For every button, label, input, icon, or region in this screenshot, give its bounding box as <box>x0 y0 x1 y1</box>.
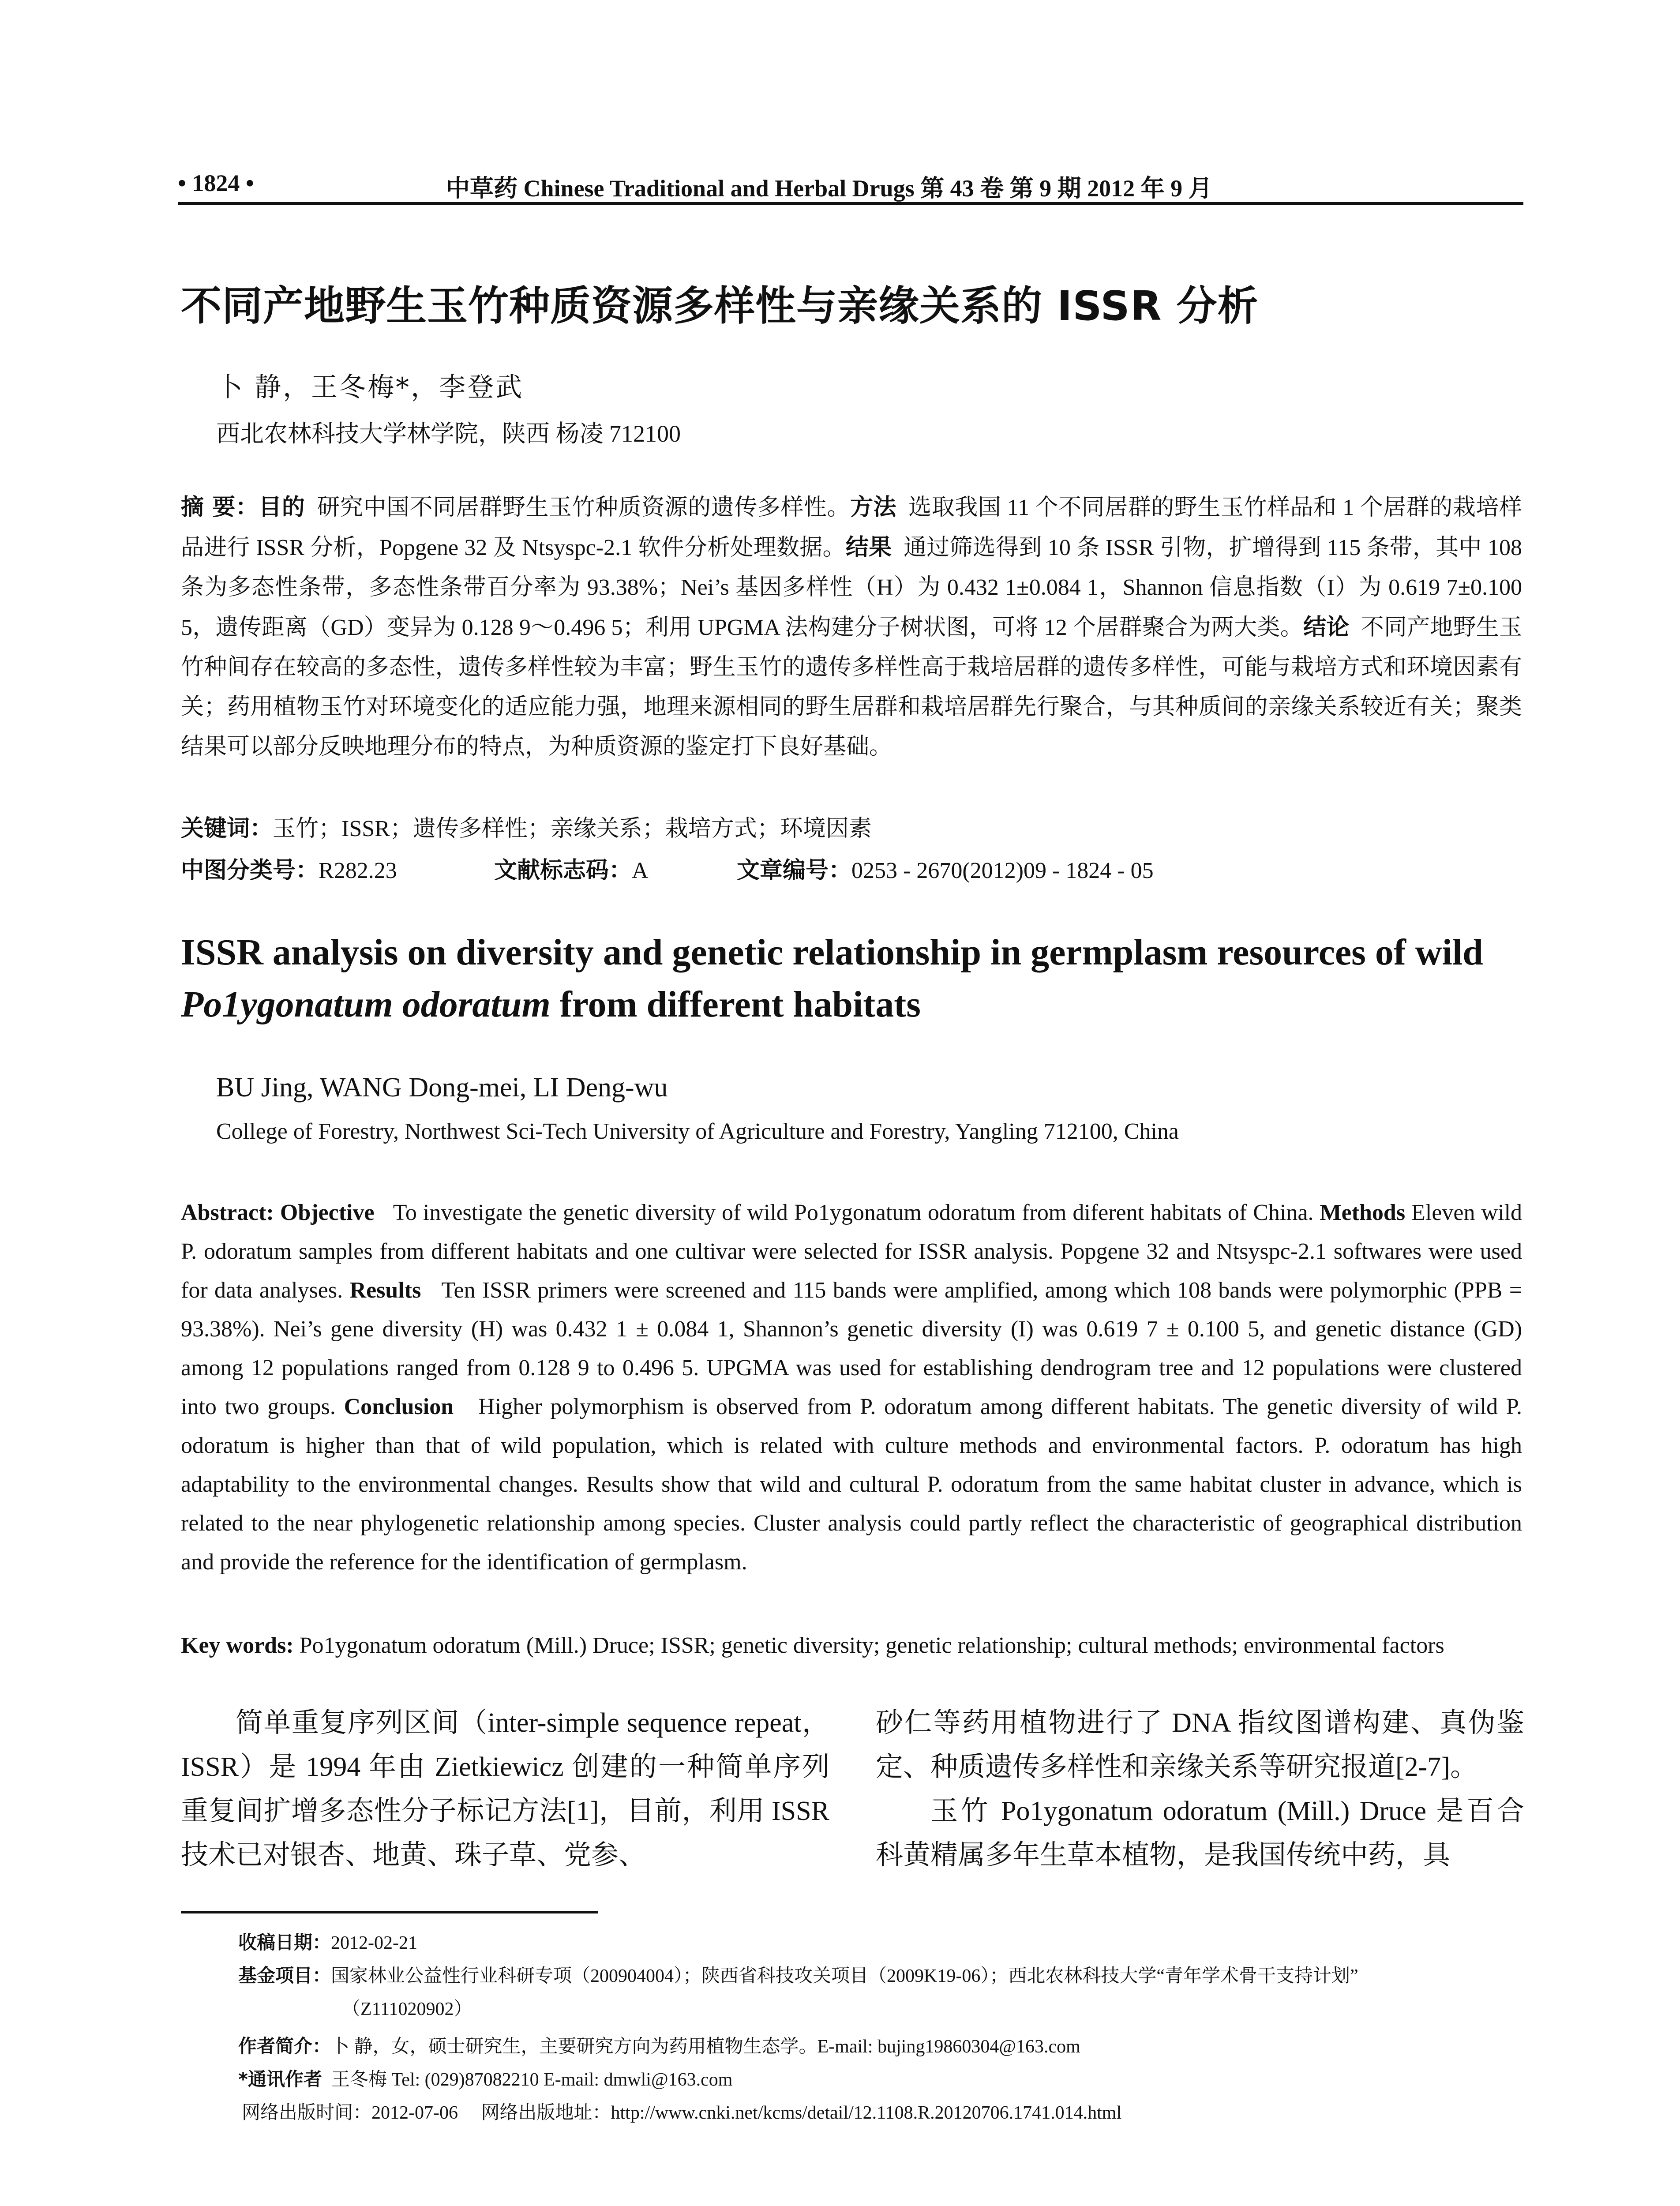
methods-en: Eleven wild P. odoratum samples from different habitats and one cultivar were selected for ISSR analysis. Popgene 32 and Ntsyspc-2.1 softwares were used for data analyses. <box>181 1200 1522 1303</box>
body-left-column: 简单重复序列区间（inter-simple sequence repeat，ISSR）是 1994 年由 Zietkiewicz 创建的一种简单序列重复间扩增多态性分子标记方法[1]，目前，利用 ISSR 技术已对银杏、地黄、珠子草、党参、 <box>181 1708 829 1870</box>
objective-en: To investigate the genetic diversity of wild Po1ygonatum odoratum from diferent habitats of China. <box>393 1200 1314 1225</box>
objective-cn-label: 目的 <box>259 494 305 521</box>
affiliation-en: College of Forestry, Northwest Sci-Tech University of Agriculture and Forestry, Yangling 712100, China <box>216 1119 1179 1144</box>
conclusion-cn-label: 结论 <box>1303 614 1350 641</box>
conclusion-cn: 不同产地野生玉竹种间存在较高的多态性，遗传多样性较为丰富；野生玉竹的遗传多样性高于栽培居群的遗传多样性，可能与栽培方式和环境因素有关；药用植物玉竹对环境变化的适应能力强，地理来源相同的野生居群和栽培居群先行聚合，与其种质间的亲缘关系较近有关；聚类结果可以部分反映地理分布的特点，为种质资源的鉴定打下良好基础。 <box>181 615 1522 759</box>
keywords-en-text: Po1ygonatum odoratum (Mill.) Druce; ISSR; genetic diversity; genetic relationship; cultural methods; environmental factors <box>299 1633 1444 1658</box>
footnote-fund-cont: （Z111020902） <box>342 1999 472 2019</box>
footnote-online <box>242 2098 1121 2124</box>
keywords-en <box>181 1632 1526 1658</box>
body-right-column <box>876 1701 1524 1877</box>
abstract-en <box>181 1193 1522 1582</box>
footnote-received <box>238 1928 417 1955</box>
results-en: Ten ISSR primers were screened and 115 bands were amplified, among which 108 bands were polymorphic (PPB = 93.38%). Nei’s gene diversity (H) was 0.432 1 ± 0.084 1, Shannon’s genetic diversity (I) was 0.619 7 ± 0.100 5, and genetic distance (GD) among 12 populations ranged from 0.128 9 to 0.496 5. UPGMA was used for establishing dendrogram tree and 12 populations were clustered into two groups. <box>181 1278 1522 1419</box>
abstract-cn-label: 摘 要： <box>181 494 259 521</box>
abstract-cn <box>181 488 1522 767</box>
clc-label: 中图分类号： <box>181 857 319 884</box>
keywords-cn-label: 关键词： <box>181 815 273 842</box>
body-right-paragraph-1: 砂仁等药用植物进行了 DNA 指纹图谱构建、真伪鉴定、种质遗传多样性和亲缘关系等研究报道[2-7]。 <box>876 1708 1524 1782</box>
affiliation-cn: 西北农林科技大学林学院，陕西 杨凌 712100 <box>216 420 681 447</box>
article-number-label: 文章编号： <box>737 857 852 884</box>
article-number <box>737 852 1154 885</box>
methods-cn-label: 方法 <box>850 494 897 521</box>
objective-cn: 研究中国不同居群野生玉竹种质资源的遗传多样性。 <box>317 495 851 520</box>
fund-text: 国家林业公益性行业科研专项（200904004）；陕西省科技攻关项目（2009K19-06）；西北农林科技大学“青年学术骨干支持计划” <box>331 1966 1358 1986</box>
title-en <box>181 927 1526 1031</box>
body-right-paragraph-2: 玉竹 Po1ygonatum odoratum (Mill.) Druce 是百合科黄精属多年生草本植物，是我国传统中药，具 <box>876 1796 1524 1870</box>
results-cn-label: 结果 <box>845 534 892 561</box>
page-number: • 1824 • <box>178 170 254 196</box>
title-en-species: Po1ygonatum odoratum <box>181 984 551 1025</box>
online-url: 网络出版地址：http://www.cnki.net/kcms/detail/12.1108.R.20120706.1741.014.html <box>481 2103 1122 2123</box>
conclusion-en-label: Conclusion <box>344 1394 454 1419</box>
article-number-value: 0253 - 2670(2012)09 - 1824 - 05 <box>851 858 1154 883</box>
results-cn: 通过筛选得到 10 条 ISSR 引物，扩增得到 115 条带，其中 108 条为多态性条带，多态性条带百分率为 93.38%；Nei’s 基因多样性（H）为 0.432 1±0.084 1，Shannon 信息指数（I）为 0.619 7±0.100 5，遗传距离（GD）变异为 0.128 9～0.496 5；利用 UPGMA 法构建分子树状图，可将 12 个居群聚合为两大类。 <box>181 535 1522 640</box>
methods-en-label: Methods <box>1320 1200 1406 1225</box>
running-header <box>178 169 1523 201</box>
header-rule <box>178 202 1523 205</box>
fund-label: 基金项目： <box>238 1965 331 1986</box>
footnote-corresponding <box>238 2065 732 2091</box>
clc-value: R282.23 <box>319 858 397 883</box>
doc-code-label: 文献标志码： <box>494 857 632 884</box>
author-bio-label: 作者简介： <box>238 2035 331 2057</box>
journal-title: 中草药 Chinese Traditional and Herbal Drugs 第 43 卷 第 9 期 2012 年 9 月 <box>446 175 1212 202</box>
title-en-line2: from different habitats <box>550 984 921 1025</box>
corresponding-text: 王冬梅 Tel: (029)87082210 E-mail: dmwli@163.com <box>331 2070 733 2090</box>
footnote-rule <box>181 1911 598 1913</box>
methods-cn: 选取我国 11 个不同居群的野生玉竹样品和 1 个居群的栽培样品进行 ISSR 分析，Popgene 32 及 Ntsyspc-2.1 软件分析处理数据。 <box>181 495 1522 560</box>
authors-cn: 卜 静，王冬梅*，李登武 <box>216 372 524 403</box>
footnote-author <box>238 2032 1080 2058</box>
corresponding-label: *通讯作者 <box>238 2068 322 2090</box>
title-cn: 不同产地野生玉竹种质资源多样性与亲缘关系的 ISSR 分析 <box>181 282 1259 330</box>
authors-en: BU Jing, WANG Dong-mei, LI Deng-wu <box>216 1073 668 1103</box>
conclusion-en: Higher polymorphism is observed from P. odoratum among different habitats. The genetic diversity of wild P. odoratum is higher than that of wild population, which is related with culture methods and environmental factors. P. odoratum has high adaptability to the environmental changes. Results show that wild and cultural P. odoratum from the same habitat cluster in advance, which is related to the near phylogenetic relationship among species. Cluster analysis could partly reflect the characteristic of geographical distribution and provide the reference for the identification of germplasm. <box>181 1394 1522 1575</box>
keywords-cn-text: 玉竹；ISSR；遗传多样性；亲缘关系；栽培方式；环境因素 <box>273 816 872 841</box>
results-en-label: Results <box>349 1278 421 1303</box>
author-bio-text: 卜 静，女，硕士研究生，主要研究方向为药用植物生态学。E-mail: bujing19860304@163.com <box>331 2037 1080 2057</box>
clc-number <box>181 852 397 885</box>
keywords-cn <box>181 810 872 843</box>
footnote-fund <box>238 1961 1526 1988</box>
doc-code-value: A <box>632 858 649 883</box>
document-code <box>494 852 649 885</box>
abstract-en-label: Abstract: Objective <box>181 1200 375 1225</box>
online-date: 网络出版时间：2012-07-06 <box>242 2103 458 2123</box>
received-label: 收稿日期： <box>238 1932 331 1953</box>
title-en-line1: ISSR analysis on diversity and genetic relationship in germplasm resources of wild <box>181 932 1483 973</box>
keywords-en-label: Key words: <box>181 1633 294 1658</box>
received-date: 2012-02-21 <box>331 1933 417 1953</box>
